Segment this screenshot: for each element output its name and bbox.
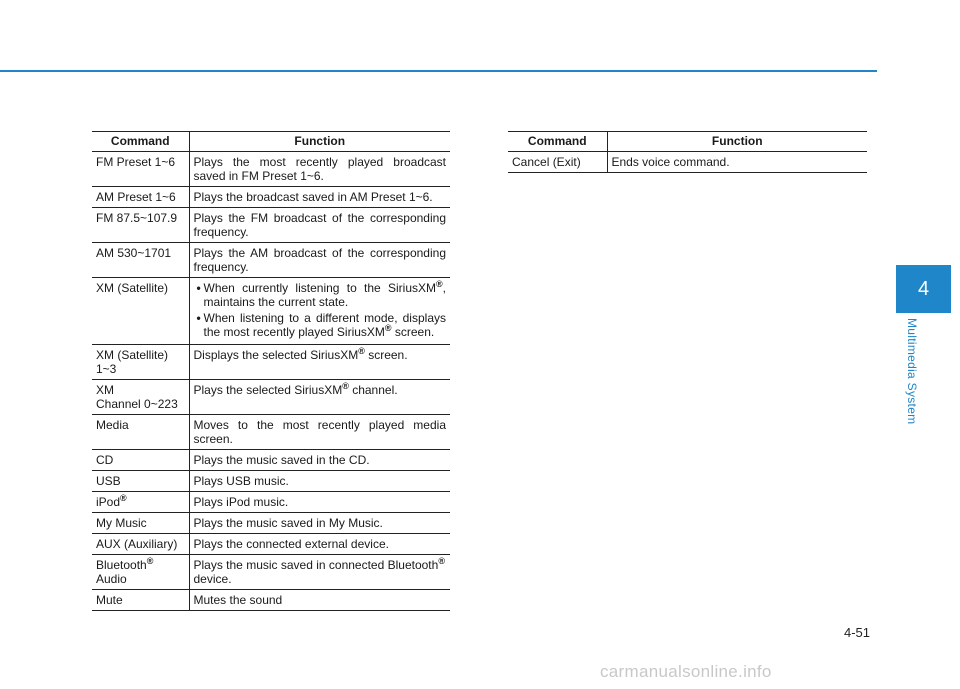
command-cell bbox=[92, 555, 189, 590]
bullet-text: screen. bbox=[391, 325, 435, 339]
function-cell: Moves to the most recently played media screen. bbox=[189, 415, 450, 450]
registered-mark: ® bbox=[358, 346, 365, 356]
function-cell: Plays the music saved in the CD. bbox=[189, 450, 450, 471]
command-cell: AM Preset 1~6 bbox=[92, 187, 189, 208]
table-row bbox=[92, 492, 450, 513]
table-row bbox=[92, 243, 450, 278]
voice-command-table-right bbox=[508, 131, 867, 173]
table-row bbox=[92, 208, 450, 243]
command-cell: XM (Satellite) 1~3 bbox=[92, 345, 189, 380]
command-cell: CD bbox=[92, 450, 189, 471]
bullet-text: When listening to a different mode, displays the most recently played SiriusXM bbox=[203, 311, 446, 339]
command-cell: Media bbox=[92, 415, 189, 450]
function-text: device. bbox=[193, 572, 232, 586]
function-cell bbox=[189, 555, 450, 590]
registered-mark: ® bbox=[146, 556, 154, 566]
function-cell: Plays USB music. bbox=[189, 471, 450, 492]
function-cell bbox=[189, 380, 450, 415]
column-header-command: Command bbox=[92, 132, 189, 152]
table-row bbox=[508, 152, 867, 173]
bullet-item bbox=[194, 311, 447, 339]
chapter-number: 4 bbox=[917, 277, 930, 300]
function-cell: Plays the AM broadcast of the corresponding frequency. bbox=[189, 243, 450, 278]
function-cell bbox=[189, 345, 450, 380]
function-cell: Ends voice command. bbox=[607, 152, 867, 173]
bullet-item bbox=[194, 281, 447, 309]
function-cell: Plays the broadcast saved in AM Preset 1~6. bbox=[189, 187, 450, 208]
function-cell bbox=[189, 278, 450, 345]
command-text: Audio bbox=[96, 572, 127, 586]
command-cell: AUX (Auxiliary) bbox=[92, 534, 189, 555]
table-row bbox=[92, 513, 450, 534]
registered-mark: ® bbox=[438, 556, 445, 566]
function-text: screen. bbox=[364, 348, 408, 362]
watermark: carmanualsonline.info bbox=[600, 662, 772, 681]
table-row bbox=[92, 590, 450, 611]
table-row bbox=[92, 187, 450, 208]
command-cell: My Music bbox=[92, 513, 189, 534]
bullet-text: When currently listening to the SiriusXM bbox=[203, 281, 437, 295]
command-text: XM bbox=[96, 383, 114, 397]
bullet-text: , maintains the current state. bbox=[203, 281, 446, 309]
table-header-row bbox=[92, 132, 450, 152]
table-row bbox=[92, 450, 450, 471]
function-cell: Plays the music saved in My Music. bbox=[189, 513, 450, 534]
table-row bbox=[92, 555, 450, 590]
command-text: Channel 0~223 bbox=[96, 397, 178, 411]
function-text: Plays the music saved in connected Bluetooth bbox=[193, 558, 439, 572]
header-rule bbox=[0, 70, 877, 72]
command-cell: Cancel (Exit) bbox=[508, 152, 607, 173]
command-cell: Mute bbox=[92, 590, 189, 611]
voice-command-table-left bbox=[92, 131, 450, 611]
table-row bbox=[92, 380, 450, 415]
registered-mark: ® bbox=[384, 323, 392, 333]
function-cell: Plays the connected external device. bbox=[189, 534, 450, 555]
table-row bbox=[92, 471, 450, 492]
table-row bbox=[92, 415, 450, 450]
function-cell: Plays the FM broadcast of the corresponding frequency. bbox=[189, 208, 450, 243]
command-cell: FM Preset 1~6 bbox=[92, 152, 189, 187]
registered-mark: ® bbox=[436, 279, 443, 289]
table-row bbox=[92, 345, 450, 380]
function-cell: Plays iPod music. bbox=[189, 492, 450, 513]
function-text: Displays the selected SiriusXM bbox=[193, 348, 359, 362]
command-text: Bluetooth bbox=[96, 558, 147, 572]
column-header-function: Function bbox=[189, 132, 450, 152]
function-cell: Mutes the sound bbox=[189, 590, 450, 611]
command-cell bbox=[92, 492, 189, 513]
column-header-command: Command bbox=[508, 132, 607, 152]
command-cell: AM 530~1701 bbox=[92, 243, 189, 278]
chapter-title: Multimedia System bbox=[905, 318, 919, 425]
command-cell: FM 87.5~107.9 bbox=[92, 208, 189, 243]
command-cell: USB bbox=[92, 471, 189, 492]
command-cell bbox=[92, 380, 189, 415]
function-cell: Plays the most recently played broadcast saved in FM Preset 1~6. bbox=[189, 152, 450, 187]
function-text: channel. bbox=[348, 383, 398, 397]
table-row bbox=[92, 534, 450, 555]
table-row bbox=[92, 278, 450, 345]
chapter-tab bbox=[896, 265, 951, 313]
table-header-row bbox=[508, 132, 867, 152]
command-text: iPod bbox=[96, 495, 121, 509]
table-row bbox=[92, 152, 450, 187]
registered-mark: ® bbox=[342, 381, 349, 391]
page-number: 4-51 bbox=[844, 625, 871, 640]
function-text: Plays the selected SiriusXM bbox=[193, 383, 343, 397]
column-header-function: Function bbox=[607, 132, 867, 152]
registered-mark: ® bbox=[120, 493, 127, 503]
command-cell: XM (Satellite) bbox=[92, 278, 189, 345]
